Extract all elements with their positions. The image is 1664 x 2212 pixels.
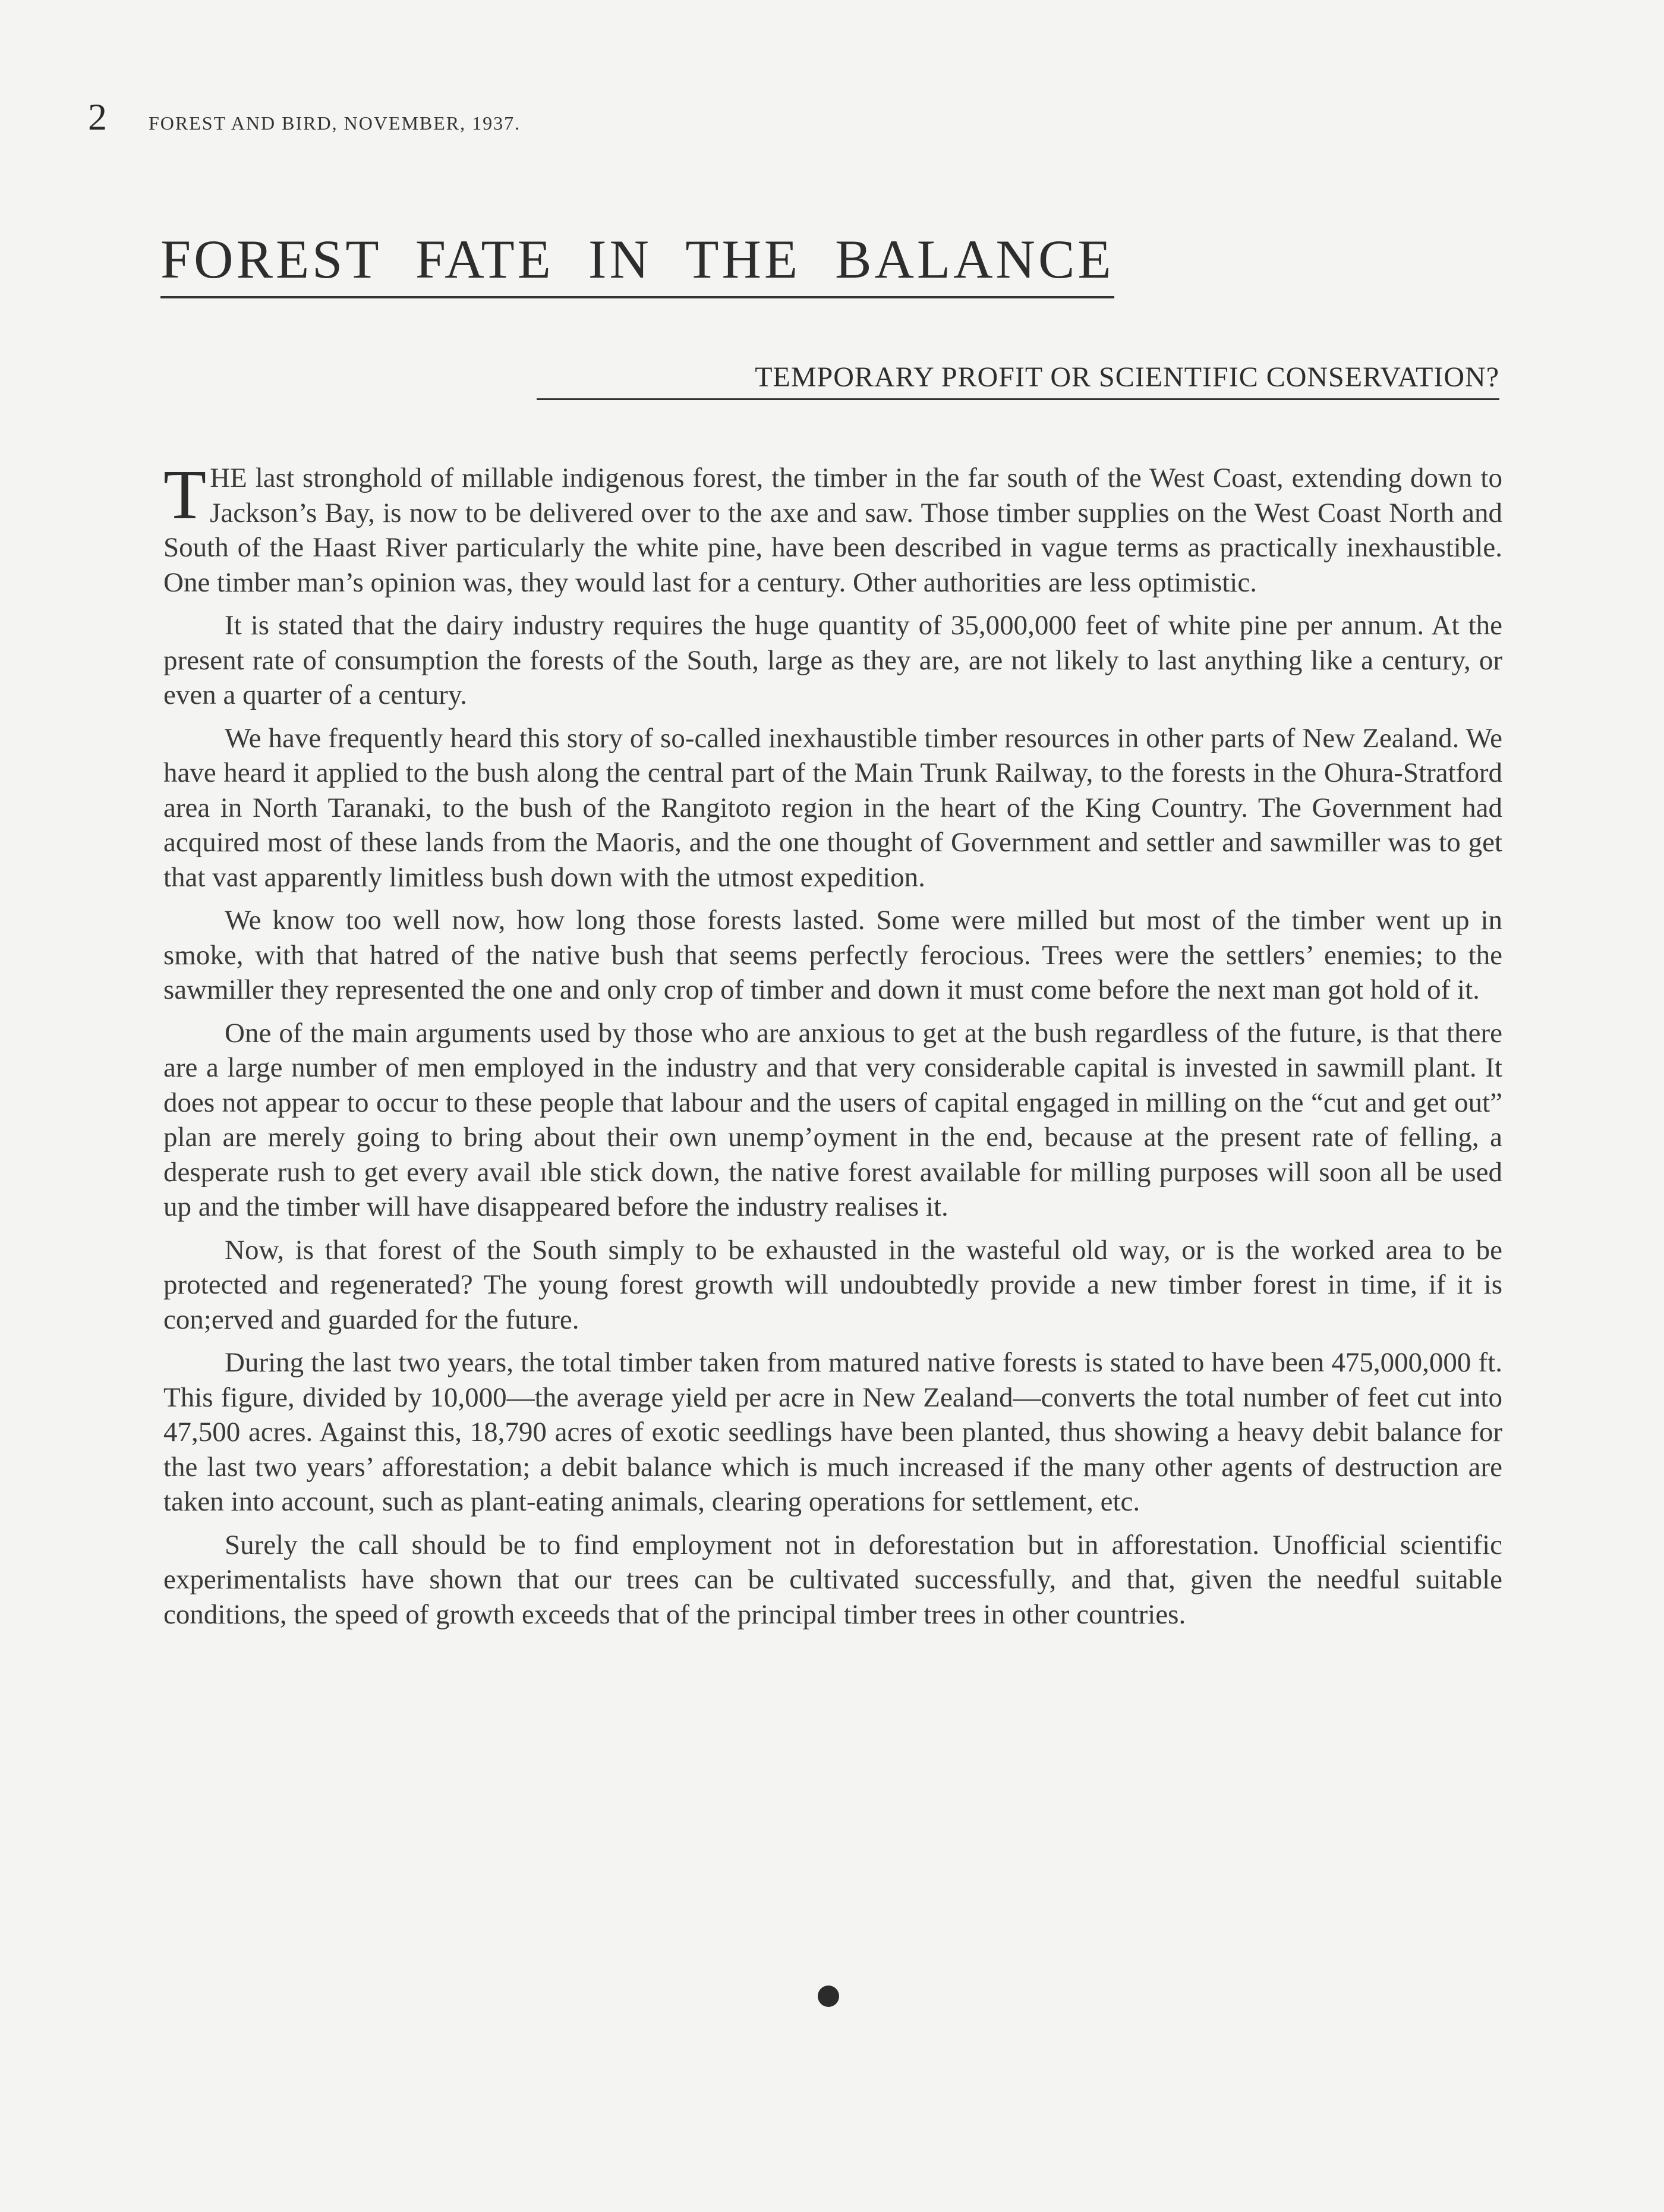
paragraph: Surely the call should be to find employment not in deforestation but in afforestation. Unofficial scientific experimentalists have shown that our trees can be cultivated successfully, and that, given the needful suitable conditions, the speed of growth exceeds that of the principal timber trees in other countries. bbox=[163, 1529, 1502, 1630]
article-body bbox=[163, 455, 1502, 1640]
running-head bbox=[88, 98, 521, 146]
paragraph: We know too well now, how long those forests lasted. Some were milled but most of the timber went up in smoke, with that hatred of the native bush that seems perfectly ferocious. Trees were the settlers’ enemies; to the sawmiller they represented the one and only crop of timber and down it must come before the next man got hold of it. bbox=[163, 905, 1502, 1005]
article-subtitle: TEMPORARY PROFIT OR SCIENTIFIC CONSERVATION? bbox=[537, 359, 1499, 400]
paragraph: Now, is that forest of the South simply to be exhausted in the wasteful old way, or is the worked area to be protected and regenerated? The young forest growth will undoubtedly provide a new timber forest in time, if it is con;erved and guarded for the future. bbox=[163, 1234, 1502, 1335]
journal-issue-line: FOREST AND BIRD, NOVEMBER, 1937. bbox=[149, 112, 521, 134]
paragraph: It is stated that the dairy industry requires the huge quantity of 35,000,000 feet of white pine per annum. At the present rate of consumption the forests of the South, large as they are, are not likely to last anything like a century, or even a quarter of a century. bbox=[163, 610, 1502, 710]
end-bullet-ornament bbox=[818, 1986, 839, 2007]
paragraph bbox=[163, 455, 1502, 600]
page-number: 2 bbox=[88, 96, 107, 138]
paragraph: We have frequently heard this story of so-called inexhaustible timber resources in other parts of New Zealand. We have heard it applied to the bush along the central part of the Main Trunk Railway, to the forests in the Ohura-Stratford area in North Taranaki, to the bush of the Rangitoto region in the heart of the King Country. The Government had acquired most of these lands from the Maoris, and the one thought of Government and settler and sawmiller was to get that vast apparently limitless bush down with the utmost expedition. bbox=[163, 722, 1502, 893]
drop-cap: T bbox=[163, 455, 207, 533]
paragraph: During the last two years, the total timber taken from matured native forests is stated to have been 475,000,000 ft. This figure, divided by 10,000—the average yield per acre in New Zealand—converts the total number of feet cut into 47,500 acres. Against this, 18,790 acres of exotic seedlings have been planted, thus showing a heavy debit balance for the last two years’ afforestation; a debit balance which is much increased if the many other agents of destruction are taken into account, such as plant-eating animals, clearing operations for settlement, etc. bbox=[163, 1347, 1502, 1517]
paragraph: One of the main arguments used by those who are anxious to get at the bush regardless of the future, is that there are a large number of men employed in the industry and that very considerable capital is invested in sawmill plant. It does not appear to occur to these people that labour and the users of capital engaged in milling on the “cut and get out” plan are merely going to bring about their own unemp’oyment in the end, because at the present rate of felling, a desperate rush to get every avail ıble stick down, the native forest available for milling purposes will soon all be used up and the timber will have disappeared before the industry realises it. bbox=[163, 1017, 1502, 1222]
article-title: FOREST FATE IN THE BALANCE bbox=[160, 228, 1114, 298]
paragraph-text: HE last stronghold of millable indigenous forest, the timber in the far south of the West Coast, extending down to Jackson’s Bay, is now to be delivered over to the axe and saw. Those timber supplies on the West Coast North and South of the Haast River particularly the white pine, have been described in vague terms as practically inexhaustible. One timber man’s opinion was, they would last for a century. Other authorities are less optimistic. bbox=[163, 462, 1502, 598]
